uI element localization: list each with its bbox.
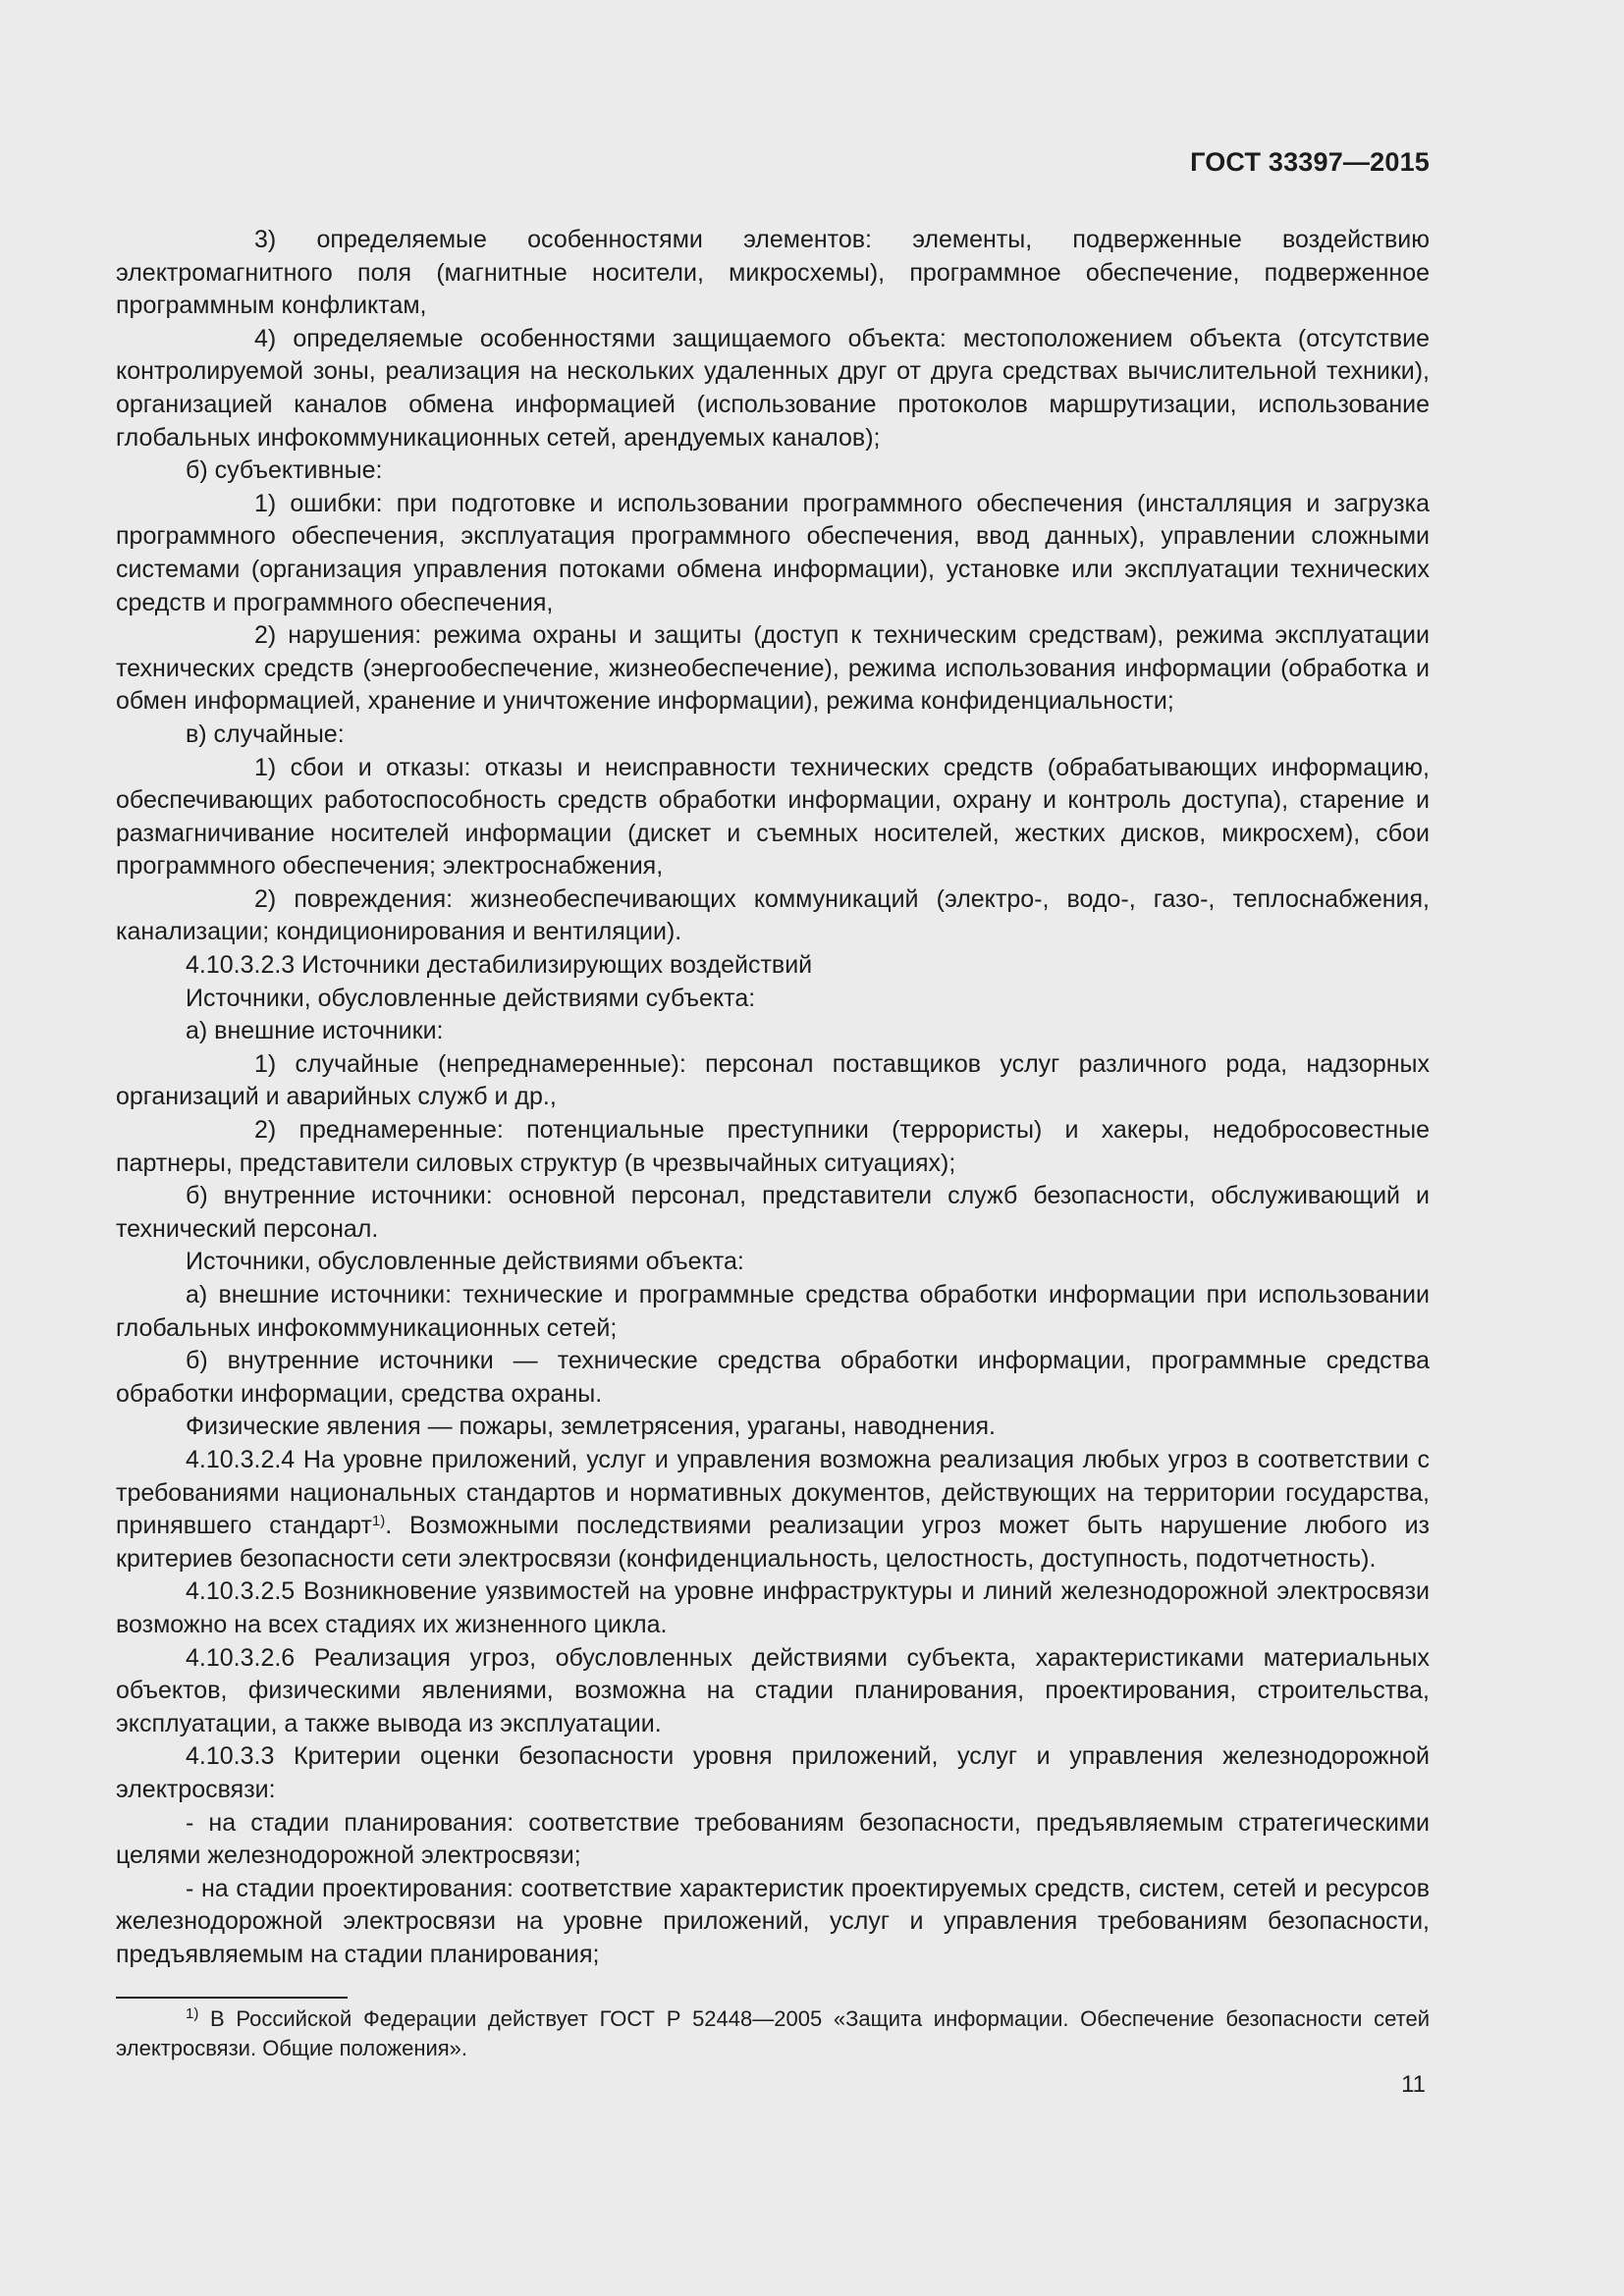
footnote-reference[interactable]: 1) [371, 1512, 386, 1529]
footnote-mark: 1) [186, 2004, 199, 2022]
paragraph: 1) сбои и отказы: отказы и неисправности технических средств (обрабатывающих информацию, обеспечивающих работоспособность средств обработки информации, охрану и контроль доступа), старение и размагничивание носителей информации (дискет и съемных носителей, жестких дисков, микросхем), сбои программного обеспечения; электроснабжения, [116, 753, 1430, 881]
paragraph: 2) нарушения: режима охраны и защиты (доступ к техническим средствам), режима эксплуатации технических средств (энергообеспечение, жизнеобеспечение), режима использования информации (обработка и обмен информацией, хранение и уничтожение информации), режима конфиденциальности; [116, 621, 1430, 716]
paragraph-text: 4.10.3.2.4 На уровне приложений, услуг и управления возможна реализация любых угроз в соответствии с требованиями национальных стандартов и нормативных документов, действующих на территории государства, принявшего стандарт [116, 1445, 1430, 1540]
paragraph: 4.10.3.2.5 Возникновение уязвимостей на уровне инфраструктуры и линий железнодорожной электросвязи возможно на всех стадиях их жизненного цикла. [116, 1577, 1430, 1638]
paragraph: в) случайные: [186, 720, 345, 748]
footnote-divider [116, 1997, 348, 1999]
paragraph: 4) определяемые особенностями защищаемого объекта: местоположением объекта (отсутствие контролируемой зоны, реализация на нескольких удаленных друг от друга средствах вычислительной техники), организацией каналов обмена информацией (использование протоколов маршрутизации, использование глобальных инфокоммуникационных сетей, арендуемых каналов); [116, 324, 1430, 452]
paragraph-text: . Возможными последствиями реализации угроз может быть нарушение любого из критериев безопасности сети электросвязи (конфиденциальность, целостность, доступность, подотчетность). [116, 1512, 1430, 1573]
paragraph: 3) определяемые особенностями элементов: элементы, подверженные воздействию электромагнитного поля (магнитные носители, микросхемы), программное обеспечение, подверженное программным конфликтам, [116, 226, 1430, 320]
section-heading: 4.10.3.2.3 Источники дестабилизирующих воздействий [186, 951, 813, 980]
document-body [116, 224, 1430, 1971]
paragraph: 4.10.3.2.6 Реализация угроз, обусловленных действиями субъекта, характеристиками материальных объектов, физическими явлениями, возможна на стадии планирования, проектирования, строительства, эксплуатации, а также вывода из эксплуатации. [116, 1643, 1430, 1737]
paragraph: - на стадии планирования: соответствие требованиям безопасности, предъявляемым стратегическими целями железнодорожной электросвязи; [116, 1808, 1430, 1870]
paragraph: - на стадии проектирования: соответствие характеристик проектируемых средств, систем, сетей и ресурсов железнодорожной электросвязи на уровне приложений, услуг и управления требованиям безопасности, предъявляемым на стадии планирования; [116, 1874, 1430, 1968]
paragraph: а) внешние источники: технические и программные средства обработки информации при использовании глобальных инфокоммуникационных сетей; [116, 1281, 1430, 1342]
paragraph-with-footnote-ref [116, 1444, 1430, 1575]
paragraph: 4.10.3.3 Критерии оценки безопасности уровня приложений, услуг и управления железнодорожной электросвязи: [116, 1742, 1430, 1803]
paragraph: б) субъективные: [186, 456, 383, 485]
paragraph: а) внешние источники: [186, 1017, 444, 1045]
page-number: 11 [1401, 2071, 1426, 2098]
document-header: ГОСТ 33397—2015 [1190, 147, 1430, 177]
paragraph: б) внутренние источники — технические средства обработки информации, программные средства обработки информации, средства охраны. [116, 1347, 1430, 1408]
paragraph: б) внутренние источники: основной персонал, представители служб безопасности, обслуживающий и технический персонал. [116, 1182, 1430, 1243]
paragraph: Источники, обусловленные действиями субъекта: [186, 984, 756, 1012]
paragraph: Физические явления — пожары, землетрясения, ураганы, наводнения. [186, 1413, 996, 1441]
paragraph: 2) преднамеренные: потенциальные преступники (террористы) и хакеры, недобросовестные партнеры, представители силовых структур (в чрезвычайных ситуациях); [116, 1116, 1430, 1177]
paragraph: Источники, обусловленные действиями объекта: [186, 1248, 744, 1276]
footnote [116, 2004, 1430, 2063]
footnote-text: В Российской Федерации действует ГОСТ Р 52448—2005 «Защита информации. Обеспечение безопасности сетей электросвязи. Общие положения». [116, 2006, 1430, 2060]
paragraph: 1) ошибки: при подготовке и использовании программного обеспечения (инсталляция и загрузка программного обеспечения, эксплуатация программного обеспечения, ввод данных), управлении сложными системами (организация управления потоками обмена информации), установке или эксплуатации технических средств и программного обеспечения, [116, 489, 1430, 616]
paragraph: 1) случайные (непреднамеренные): персонал поставщиков услуг различного рода, надзорных организаций и аварийных служб и др., [116, 1049, 1430, 1111]
paragraph: 2) повреждения: жизнеобеспечивающих коммуникаций (электро-, водо-, газо-, теплоснабжения, канализации; кондиционирования и вентиляции). [116, 884, 1430, 946]
